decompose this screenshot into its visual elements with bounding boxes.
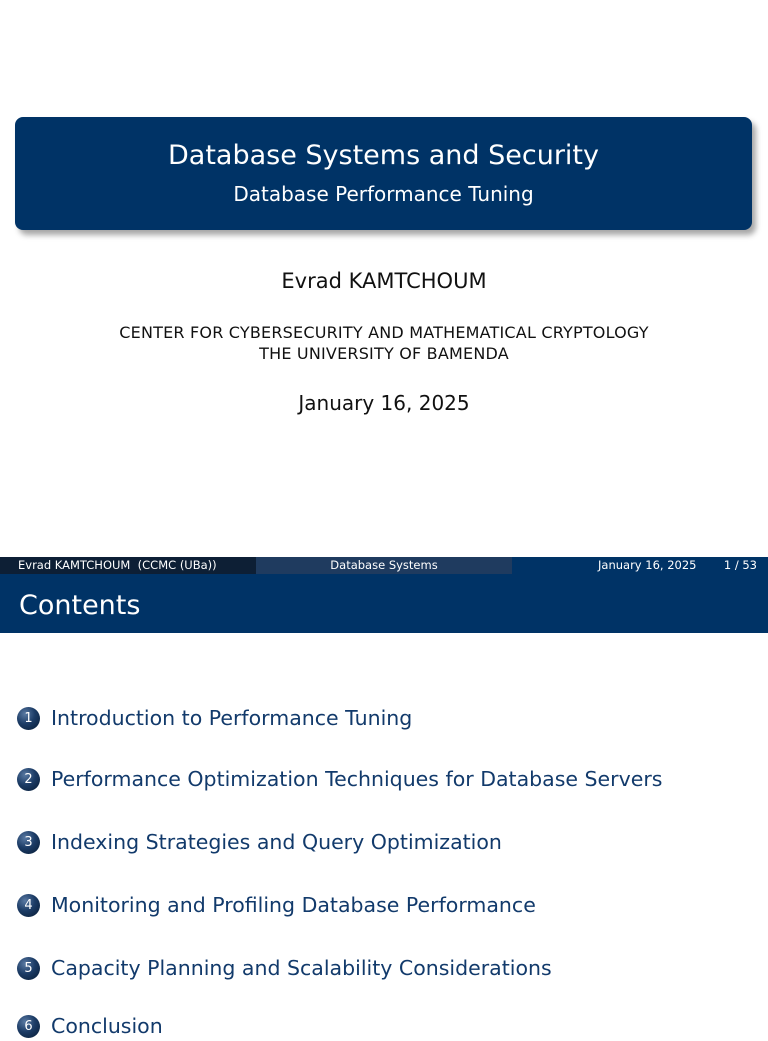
toc-item-1[interactable] xyxy=(17,703,412,733)
toc-item-3[interactable] xyxy=(17,827,502,857)
footer-right xyxy=(512,557,768,574)
toc-number-ball: 1 xyxy=(17,707,40,730)
toc-item-5[interactable] xyxy=(17,953,552,983)
footer-date: January 16, 2025 xyxy=(598,558,697,572)
toc-number-ball: 3 xyxy=(17,831,40,854)
toc-number-ball: 2 xyxy=(17,768,40,791)
toc-item-4[interactable] xyxy=(17,890,536,920)
toc-number-ball: 6 xyxy=(17,1015,40,1038)
institute-line-1: CENTER FOR CYBERSECURITY AND MATHEMATICAL CRYPTOLOGY xyxy=(119,323,649,342)
toc-item-label[interactable]: Capacity Planning and Scalability Considerations xyxy=(51,956,552,980)
institute xyxy=(0,322,768,364)
footer-short-title: Database Systems xyxy=(256,557,512,574)
frame-title: Contents xyxy=(19,590,141,621)
toc-item-label[interactable]: Monitoring and Profiling Database Performance xyxy=(51,893,536,917)
institute-line-2: THE UNIVERSITY OF BAMENDA xyxy=(259,344,509,363)
toc-item-label[interactable]: Conclusion xyxy=(51,1014,163,1038)
presentation-title: Database Systems and Security xyxy=(168,140,599,171)
slide-footer xyxy=(0,557,768,574)
toc-item-label[interactable]: Performance Optimization Techniques for Database Servers xyxy=(51,767,663,791)
toc-item-label[interactable]: Introduction to Performance Tuning xyxy=(51,706,413,730)
frame-title-bar xyxy=(0,574,768,633)
footer-page-number: 1 / 53 xyxy=(723,558,757,572)
toc-item-2[interactable] xyxy=(17,764,662,794)
toc-item-6[interactable] xyxy=(17,1011,163,1041)
toc-number-ball: 4 xyxy=(17,894,40,917)
table-of-contents xyxy=(0,633,768,1038)
presentation-date: January 16, 2025 xyxy=(298,391,470,415)
footer-author: Evrad KAMTCHOUM (CCMC (UBa)) xyxy=(0,557,256,574)
title-block xyxy=(15,117,752,230)
toc-item-label[interactable]: Indexing Strategies and Query Optimization xyxy=(51,830,502,854)
author-name: Evrad KAMTCHOUM xyxy=(281,269,487,293)
presentation-subtitle: Database Performance Tuning xyxy=(233,182,534,206)
toc-number-ball: 5 xyxy=(17,957,40,980)
